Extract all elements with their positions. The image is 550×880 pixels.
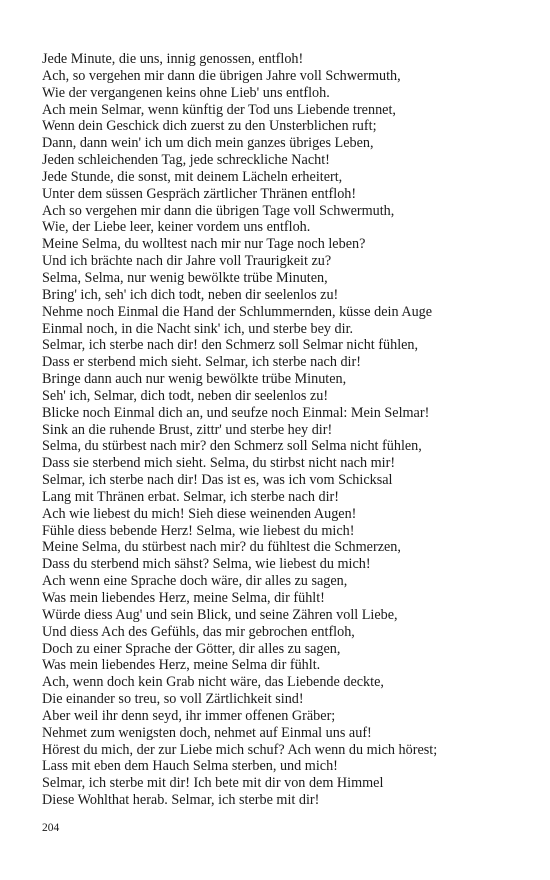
poem-line: Was mein liebendes Herz, meine Selma, dir fühlt! bbox=[42, 590, 325, 606]
poem-line: Fühle diess bebende Herz! Selma, wie liebest du mich! bbox=[42, 522, 355, 539]
poem-line: Dass sie sterbend mich sieht. Selma, du stirbst nicht nach mir! bbox=[42, 455, 396, 472]
page-number: 204 bbox=[42, 822, 60, 834]
poem-line: Bring' ich, seh' ich dich todt, neben dir seelenlos zu! bbox=[42, 286, 339, 303]
poem-line: Jede Stunde, die sonst, mit deinem Lächeln erheitert, bbox=[42, 168, 343, 185]
poem-line: Und diess Ach des Gefühls, das mir gebrochen entfloh, bbox=[42, 623, 355, 640]
poem-line: Lang mit Thränen erbat. Selmar, ich sterbe nach dir! bbox=[42, 488, 339, 505]
poem-line: Nehme noch Einmal die Hand der Schlummernden, küsse dein Auge bbox=[42, 303, 433, 320]
poem-line: Unter dem süssen Gespräch zärtlicher Thränen entfloh! bbox=[42, 185, 357, 202]
poem-line: Was mein liebendes Herz, meine Selma dir fühlt. bbox=[42, 657, 321, 674]
poem-line: Selma, Selma, nur wenig bewölkte trübe Minuten, bbox=[42, 269, 328, 286]
poem-line: Meine Selma, du stürbest nach mir? du fühltest die Schmerzen, bbox=[42, 539, 401, 556]
poem-line: Einmal noch, in die Nacht sink' ich, und sterbe bey dir. bbox=[42, 320, 354, 337]
poem-line: Wie, der Liebe leer, keiner vordem uns entfloh. bbox=[42, 219, 311, 236]
poem-line: Die einander so treu, so voll Zärtlichkeit sind! bbox=[42, 691, 304, 708]
poem-line: Jede Minute, die uns, innig genossen, entfloh! bbox=[42, 51, 304, 67]
poem-line: Dass er sterbend mich sieht. Selmar, ich sterbe nach dir! bbox=[42, 354, 361, 371]
poem-line: Ach wenn eine Sprache doch wäre, dir alles zu sagen, bbox=[42, 573, 348, 590]
poem-line: Ach mein Selmar, wenn künftig der Tod uns Liebende trennet, bbox=[42, 101, 396, 118]
poem-line: Sink an die ruhende Brust, zittr' und sterbe hey dir! bbox=[42, 421, 333, 438]
poem-line: Ach so vergehen mir dann die übrigen Tage voll Schwermuth, bbox=[42, 202, 395, 219]
poem-line: Bringe dann auch nur wenig bewölkte trübe Minuten, bbox=[42, 371, 347, 388]
poem-line: Und ich brächte nach dir Jahre voll Traurigkeit zu? bbox=[42, 253, 332, 270]
poem-text-block bbox=[42, 51, 512, 809]
poem-line: Jeden schleichenden Tag, jede schreckliche Nacht! bbox=[42, 152, 330, 169]
poem-line: Ach, so vergehen mir dann die übrigen Jahre voll Schwermuth, bbox=[42, 67, 401, 84]
poem-line: Wie der vergangenen keins ohne Lieb' uns entfloh. bbox=[42, 84, 330, 101]
poem-line: Selmar, ich sterbe nach dir! Das ist es, was ich vom Schicksal bbox=[42, 472, 393, 489]
poem-line: Lass mit eben dem Hauch Selma sterben, und mich! bbox=[42, 758, 338, 775]
poem-line: Doch zu einer Sprache der Götter, dir alles zu sagen, bbox=[42, 640, 341, 657]
poem-line: Dann, dann wein' ich um dich mein ganzes übriges Leben, bbox=[42, 135, 374, 152]
poem-line: Seh' ich, Selmar, dich todt, neben dir seelenlos zu! bbox=[42, 387, 329, 404]
poem-line: Nehmet zum wenigsten doch, nehmet auf Einmal uns auf! bbox=[42, 724, 372, 741]
poem-line: Dass du sterbend mich sähst? Selma, wie liebest du mich! bbox=[42, 556, 371, 573]
poem-line: Diese Wohlthat herab. Selmar, ich sterbe mit dir! bbox=[42, 792, 320, 809]
poem-line: Blicke noch Einmal dich an, und seufze noch Einmal: Mein Selmar! bbox=[42, 404, 430, 421]
poem-line: Aber weil ihr denn seyd, ihr immer offenen Gräber; bbox=[42, 707, 336, 724]
poem-line: Selmar, ich sterbe nach dir! den Schmerz soll Selmar nicht fühlen, bbox=[42, 337, 419, 354]
poem-line: Ach wie liebest du mich! Sieh diese weinenden Augen! bbox=[42, 505, 357, 522]
poem-line: Hörest du mich, der zur Liebe mich schuf? Ach wenn du mich hörest; bbox=[42, 741, 438, 758]
poem-line: Selma, du stürbest nach mir? den Schmerz soll Selma nicht fühlen, bbox=[42, 438, 422, 455]
poem-line: Selmar, ich sterbe mit dir! Ich bete mit dir von dem Himmel bbox=[42, 775, 384, 792]
poem-line: Würde diess Aug' und sein Blick, und seine Zähren voll Liebe, bbox=[42, 606, 398, 623]
poem-line: Meine Selma, du wolltest nach mir nur Tage noch leben? bbox=[42, 236, 366, 253]
poem-line: Ach, wenn doch kein Grab nicht wäre, das Liebende deckte, bbox=[42, 674, 384, 691]
poem-line: Wenn dein Geschick dich zuerst zu den Unsterblichen ruft; bbox=[42, 118, 377, 135]
